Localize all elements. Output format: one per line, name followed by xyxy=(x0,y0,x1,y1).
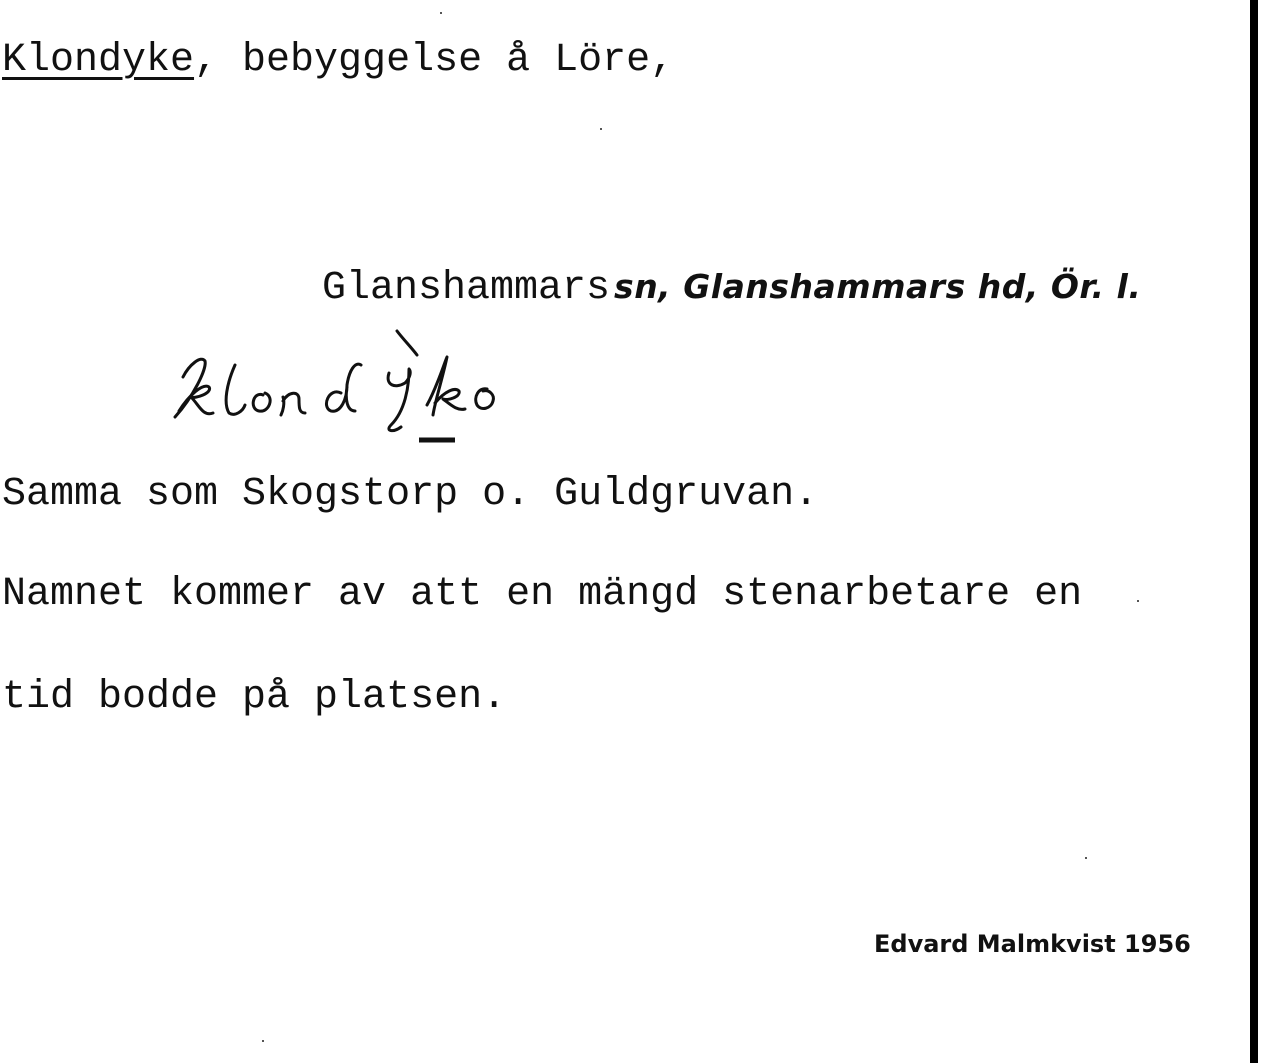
place-description: , bebyggelse å Löre, xyxy=(194,38,675,83)
scan-speck xyxy=(1137,600,1139,602)
handwritten-pronunciation xyxy=(165,325,585,455)
body-line-1: Samma som Skogstorp o. Guldgruvan. xyxy=(2,472,819,517)
body-line-3: tid bodde på platsen. xyxy=(2,675,507,720)
body-line-2: Namnet kommer av att en mängd stenarbetare en xyxy=(2,572,1083,617)
scan-speck xyxy=(262,1040,264,1042)
parish-line xyxy=(322,266,1141,311)
card-edge xyxy=(1250,0,1258,1063)
card-header xyxy=(2,38,674,83)
scan-speck xyxy=(440,12,442,14)
place-name: Klondyke xyxy=(2,38,195,83)
scan-speck xyxy=(1085,857,1087,859)
parish-district: sn, Glanshammars hd, Ör. l. xyxy=(614,267,1142,306)
scan-speck xyxy=(600,128,602,130)
parish-name: Glanshammars xyxy=(322,266,611,311)
signature: Edvard Malmkvist 1956 xyxy=(874,930,1191,958)
